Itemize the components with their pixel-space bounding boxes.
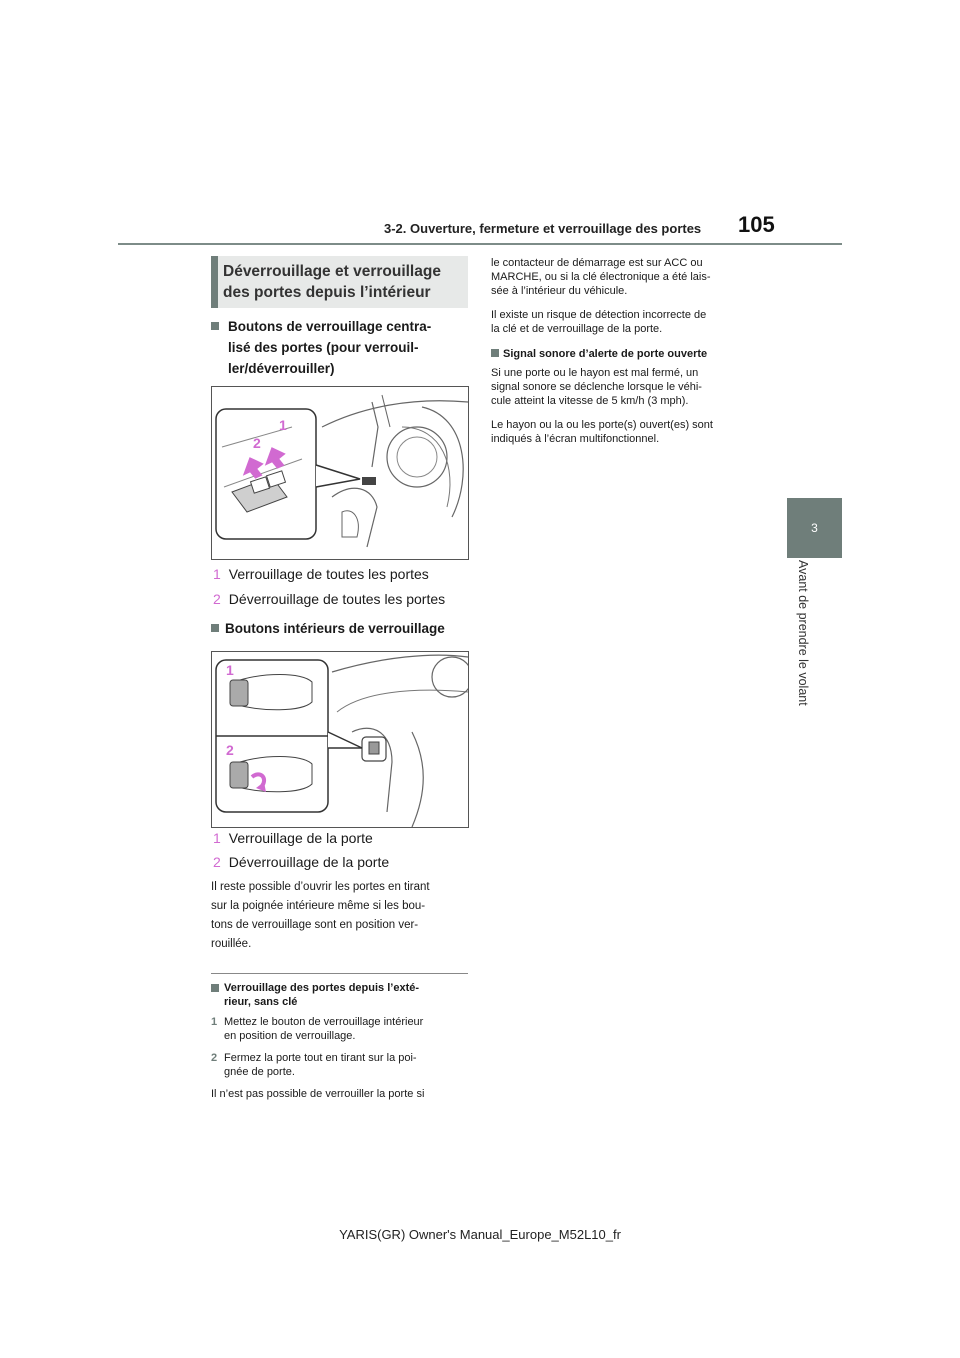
item-number: 1: [213, 566, 221, 582]
text-line: Fermez la porte tout en tirant sur la poi-: [224, 1052, 417, 1064]
list-item: [213, 830, 373, 846]
step-number: 2: [211, 1052, 218, 1064]
item-text: Déverrouillage de la porte: [228, 854, 390, 870]
text-line: le contacteur de démarrage est sur ACC ou: [491, 257, 703, 269]
text-line: signal sonore se déclenche lorsque le véhi-: [491, 381, 702, 393]
text-line: sée à l’intérieur du véhicule.: [491, 285, 628, 297]
callout-1: 1: [226, 662, 234, 678]
signal-heading: [491, 347, 761, 361]
section-heading: Déverrouillage et verrouillage des portes depuis l’intérieur: [223, 263, 441, 301]
subheading-central-lock: [211, 316, 471, 379]
subheading-text: Boutons intérieurs de verrouillage: [225, 621, 445, 636]
text-line: Le hayon ou la ou les porte(s) ouvert(es) sont: [491, 419, 713, 431]
figure-central-lock-switch: [211, 386, 469, 560]
chapter-tab: [787, 498, 842, 558]
text-line: tons de verrouillage sont en position ver-: [211, 919, 419, 931]
square-bullet-icon: [491, 349, 499, 357]
paragraph-open-door-alert: [491, 366, 761, 408]
item-number: 2: [213, 591, 221, 607]
text-line: sur la poignée intérieure même si les bou-: [211, 900, 426, 912]
note-last-line: Il n’est pas possible de verrouiller la porte si: [211, 1088, 425, 1100]
text-line: indiqués à l’écran multifonctionnel.: [491, 433, 660, 445]
subheading-line: ler/déverrouiller): [228, 361, 335, 376]
list-item: [213, 591, 445, 607]
callout-2: 2: [253, 435, 261, 451]
chapter-label: Avant de prendre le volant: [796, 560, 810, 706]
section-heading-bar: [211, 256, 218, 308]
note-divider: [211, 973, 468, 974]
square-bullet-icon: [211, 984, 219, 992]
note-step-2: [211, 1051, 473, 1079]
item-text: Verrouillage de toutes les portes: [228, 566, 429, 582]
text-line: Il existe un risque de détection incorrecte de: [491, 309, 707, 321]
subheading-line: lisé des portes (pour verrouil-: [228, 340, 419, 355]
central-lock-illustration: [212, 387, 468, 559]
text-line: rouillée.: [211, 938, 252, 950]
step-number: 1: [211, 1016, 218, 1028]
item-text: Verrouillage de la porte: [228, 830, 373, 846]
subheading-inside-lock: [211, 618, 445, 639]
page-number: 105: [738, 212, 775, 237]
paragraph-detection-risk: [491, 308, 761, 336]
callout-1: 1: [279, 417, 287, 433]
paragraph-still-openable: [211, 878, 471, 954]
section-heading-box: [211, 256, 468, 308]
item-number: 1: [213, 830, 221, 846]
text-line: rieur, sans clé: [224, 996, 298, 1008]
signal-heading-text: Signal sonore d’alerte de porte ouverte: [503, 348, 708, 360]
item-number: 2: [213, 854, 221, 870]
inside-lock-illustration: [212, 652, 468, 827]
text-line: Si une porte ou le hayon est mal fermé, un: [491, 367, 699, 379]
footer-manual-id: YARIS(GR) Owner's Manual_Europe_M52L10_fr: [339, 1227, 621, 1242]
paragraph-multi-display: [491, 418, 761, 446]
square-bullet-icon: [211, 322, 219, 330]
paragraph-contact-state: [491, 256, 761, 298]
figure-inside-lock-button: [211, 651, 469, 828]
chapter-number: 3: [811, 521, 818, 535]
note-step-1: [211, 1015, 473, 1043]
callout-2: 2: [226, 742, 234, 758]
text-line: Mettez le bouton de verrouillage intérieur: [224, 1016, 424, 1028]
square-bullet-icon: [211, 624, 219, 632]
subheading-line: Boutons de verrouillage centra-: [228, 319, 432, 334]
chapter-label-container: [796, 560, 816, 740]
text-line: MARCHE, ou si la clé électronique a été lais-: [491, 271, 711, 283]
running-header: 3-2. Ouverture, fermeture et verrouillage des portes: [384, 221, 702, 236]
list-item: [213, 854, 389, 870]
text-line: Il reste possible d’ouvrir les portes en tirant: [211, 881, 430, 893]
header-rule: [118, 243, 842, 245]
text-line: cule atteint la vitesse de 5 km/h (3 mph).: [491, 395, 689, 407]
note-heading: [211, 981, 473, 1009]
text-line: la clé et de verrouillage de la porte.: [491, 323, 663, 335]
text-line: gnée de porte.: [224, 1066, 295, 1078]
text-line: en position de verrouillage.: [224, 1030, 356, 1042]
item-text: Déverrouillage de toutes les portes: [228, 591, 446, 607]
text-line: Verrouillage des portes depuis l’exté-: [224, 982, 420, 994]
list-item: [213, 566, 429, 582]
